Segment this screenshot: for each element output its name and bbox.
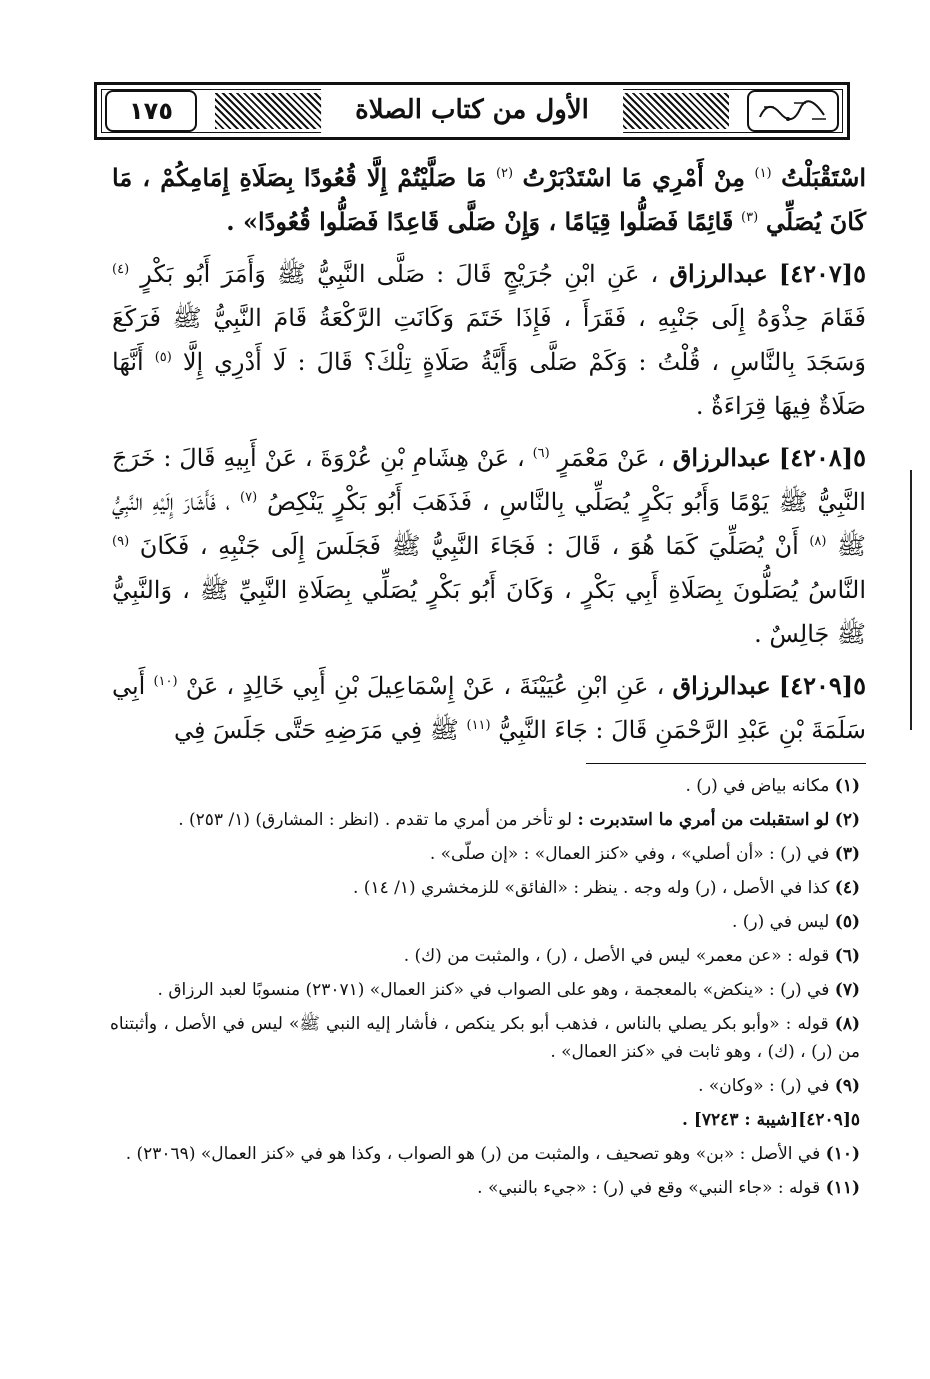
footnote-label: (٦): [834, 946, 860, 966]
text-run: أَنْ يُصَلِّيَ كَمَا هُوَ ، قَالَ : فَجَاءَ النَّبِيُّ ﷺ فَجَلَسَ إِلَى جَنْبِهِ ، فَكَانَ: [139, 532, 799, 560]
footnote-ref[interactable]: (٣): [741, 210, 759, 225]
footnote-text: في (ر) : «ينكض» بالمعجمة ، وهو على الصواب في «كنز العمال» (٢٣٠٧١) منسوبًا لعبد الرزاق .: [157, 980, 830, 1000]
text-run: مَا صَلَّيْتُمْ إِلَّا قُعُودًا بِصَلَاةِ إِمَامِكُمْ ، مَا كَانَ يُصَلِّي: [112, 163, 866, 236]
footnote-text: قوله : «عن معمر» ليس في الأصل ، (ر) ، والمثبت من (ك) .: [403, 946, 830, 966]
footnote-4: [110, 874, 860, 902]
footnote-label: (٩): [834, 1076, 860, 1096]
page-number-box: [105, 90, 197, 132]
text-run: ، عَنِ ابْنِ جُرَيْجٍ قَالَ : صَلَّى النَّبِيُّ ﷺ وَأَمَرَ أَبُو بَكْرٍ: [140, 260, 659, 288]
footnote-separator: [586, 763, 866, 764]
footnote-ref[interactable]: (٢): [495, 166, 514, 181]
text-run: اسْتَقْبَلْتُ: [781, 163, 866, 192]
footnote-ref[interactable]: (٦): [532, 446, 550, 461]
text-run: ، عَنْ مَعْمَرٍ: [557, 444, 665, 472]
hadith-number: ٥[٤٢٠٨]: [778, 443, 866, 472]
footnote-text: ليس في (ر) .: [731, 912, 830, 932]
footnote-label: (٢): [834, 810, 860, 830]
footnote-text: في (ر) : «أن أصلي» ، وفي «كنز العمال» : «إن صلّى» .: [429, 844, 830, 864]
footnotes: [110, 772, 860, 1208]
margin-line: [910, 470, 912, 730]
running-header: [94, 82, 850, 140]
footnote-1: [110, 772, 860, 800]
footnote-8: [110, 1010, 860, 1066]
page-number: ١٧٥: [129, 97, 173, 125]
footnote-ref[interactable]: (٧): [240, 490, 258, 505]
footnote-7: [110, 976, 860, 1004]
footnote-label: (١٠): [825, 1144, 860, 1164]
footnote-ref[interactable]: (١٠): [153, 674, 178, 689]
main-text: [112, 156, 866, 760]
narrator-name: عبدالرزاق: [672, 443, 772, 472]
footnote-text: [شيبة : ٧٢٤٣] .: [682, 1110, 799, 1130]
footnote-ref[interactable]: (٤): [112, 262, 130, 277]
footnote-text: كذا في الأصل ، (ر) وله وجه . ينظر : «الفائق» للزمخشري (١/ ١٤) .: [352, 878, 830, 898]
footnote-text: قوله : «جاء النبي» وقع في (ر) : «جيء بالنبي» .: [477, 1178, 821, 1198]
footnote-text: قوله : «وأبو بكر يصلي بالناس ، فذهب أبو بكر ينكص ، فأشار إليه النبي ﷺ» ليس في الأصل ، وأثبتناه من (ر) ، (ك) ، وهو ثابت في «كنز العمال» .: [110, 1014, 860, 1062]
text-run: النَّاسُ يُصَلُّونَ بِصَلَاةِ أَبِي بَكْرٍ ، وَكَانَ أَبُو بَكْرٍ يُصَلِّي بِصَلَاةِ النَّبِيِّ ﷺ ، وَالنَّبِيُّ ﷺ جَالِسٌ .: [112, 576, 866, 648]
footnote-label: (٨): [834, 1014, 860, 1034]
footnote-ref[interactable]: (١): [754, 166, 772, 181]
text-run: ، عَنِ ابْنِ عُيَيْنَةَ ، عَنْ إِسْمَاعِيلَ بْنِ أَبِي خَالِدٍ ، عَنْ: [185, 672, 665, 700]
text-run: فَقَامَ حِذْوَهُ إِلَى جَنْبِهِ ، فَقَرَأَ ، فَإِذَا خَتَمَ وَكَانَتِ الرَّكْعَةُ قَامَ النَّبِيُّ ﷺ فَرَكَعَ وَسَجَدَ بِالنَّاسِ ، قُلْتُ : وَكَمْ صَلَّى وَأَيَّةُ صَلَاةٍ تِلْكَ؟ قَالَ : لَا أَدْرِي إِلَّا: [112, 304, 866, 376]
hadith-4207: [112, 252, 866, 428]
footnote-label: ٥[٤٢٠٩]: [798, 1110, 860, 1130]
narrator-name: عبدالرزاق: [672, 671, 771, 700]
text-run: ، فَأَشَارَ إِلَيْهِ النَّبِيُّ ﷺ: [112, 488, 866, 560]
text-run: أَنَّهَا صَلَاةٌ فِيهَا قِرَاءَةٌ .: [112, 348, 866, 420]
book-emblem: [747, 90, 839, 132]
footnote-ref[interactable]: (١١): [466, 718, 491, 733]
text-run: مِنْ أَمْرِي مَا اسْتَدْبَرْتُ: [522, 163, 746, 192]
footnote-11: [110, 1174, 860, 1202]
footnote-ref[interactable]: (٥): [154, 350, 172, 365]
footnote-ref[interactable]: (٨): [809, 534, 827, 549]
footnote-2: [110, 806, 860, 834]
text-run: ﷺ فِي مَرَضِهِ حَتَّى جَلَسَ فِي: [173, 716, 459, 744]
footnote-ref[interactable]: (٩): [112, 534, 130, 549]
footnote-text: لو تأخر من أمري ما تقدم . (انظر : المشارق) (١/ ٢٥٣) .: [178, 810, 573, 830]
book-emblem-logo: [754, 95, 832, 128]
source-note-4209: [110, 1106, 860, 1134]
text-run: قَائِمًا فَصَلُّوا قِيَامًا ، وَإِنْ صَلَّى قَاعِدًا فَصَلُّوا قُعُودًا» .: [226, 207, 734, 236]
footnote-text: في (ر) : «وكان» .: [698, 1076, 830, 1096]
footnote-text: مكانه بياض في (ر) .: [685, 776, 830, 796]
footnote-10: [110, 1140, 860, 1168]
footnote-9: [110, 1072, 860, 1100]
footnote-label: (٤): [834, 878, 860, 898]
footnote-5: [110, 908, 860, 936]
text-run: ، عَنْ هِشَامِ بْنِ عُرْوَةَ ، عَنْ أَبِيهِ قَالَ : خَرَجَ النَّبِيُّ ﷺ يَوْمًا وَأَبُو بَكْرٍ يُصَلِّي بِالنَّاسِ ، فَذَهَبَ أَبُو بَكْرٍ يَنْكِصُ: [112, 444, 866, 516]
paragraph-continuation: [112, 156, 866, 244]
hadith-number: ٥[٤٢٠٧]: [778, 259, 866, 288]
text-run: أَبِي سَلَمَةَ بْنِ عَبْدِ الرَّحْمَنِ قَالَ : جَاءَ النَّبِيُّ: [112, 672, 866, 744]
hadith-4209: [112, 664, 866, 752]
footnote-label: (١١): [825, 1178, 860, 1198]
footnote-3: [110, 840, 860, 868]
footnote-label: (١): [834, 776, 860, 796]
hadith-4208: [112, 436, 866, 656]
footnote-label: (٧): [834, 980, 860, 1000]
header-title: الأول من كتاب الصلاة: [321, 87, 623, 133]
emblem-calligraphy-icon: [754, 95, 832, 125]
footnote-term: لو استقبلت من أمري ما استدبرت :: [577, 810, 830, 830]
footnote-label: (٣): [834, 844, 860, 864]
footnote-label: (٥): [834, 912, 860, 932]
hadith-number: ٥[٤٢٠٩]: [778, 671, 867, 700]
footnote-text: في الأصل : «بن» وهو تصحيف ، والمثبت من (ر) هو الصواب ، وكذا هو في «كنز العمال» (٢٣٠٦٩) .: [125, 1144, 821, 1164]
narrator-name: عبدالرزاق: [669, 259, 768, 288]
footnote-6: [110, 942, 860, 970]
